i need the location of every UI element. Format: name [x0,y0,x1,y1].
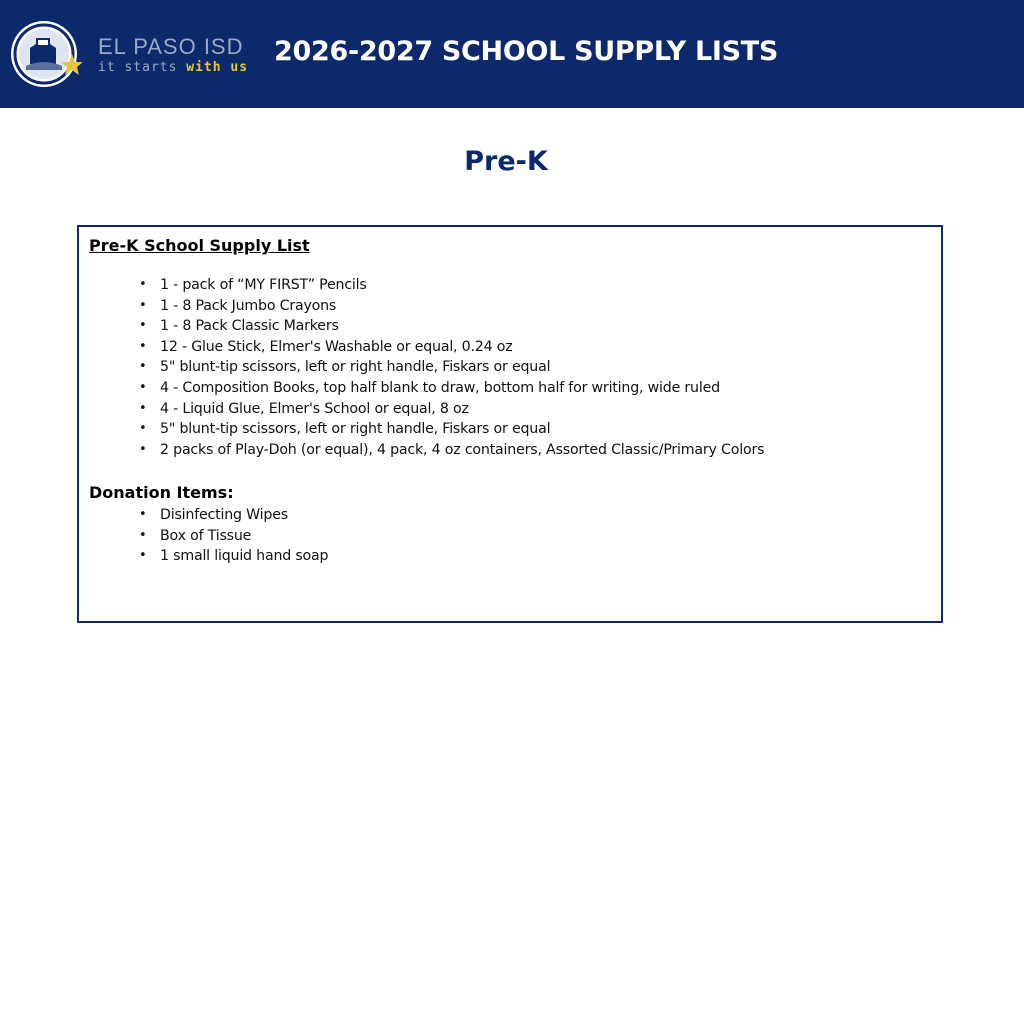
donation-item: • 1 small liquid hand soap [139,546,328,567]
header-banner [0,0,1024,108]
tagline-prefix: it starts [98,60,187,75]
donation-item: • Disinfecting Wipes [139,505,328,526]
page-header-title: 2026-2027 SCHOOL SUPPLY LISTS [274,36,779,67]
tagline-accent: with us [186,60,249,75]
donation-heading: Donation Items: [89,483,234,502]
supply-list [139,275,764,460]
supply-item: • 12 - Glue Stick, Elmer's Washable or equal, 0.24 oz [139,337,764,358]
supply-item: • 1 - 8 Pack Jumbo Crayons [139,296,764,317]
supply-item: • 5" blunt-tip scissors, left or right handle, Fiskars or equal [139,357,764,378]
donation-list [139,505,328,567]
supply-item: • 1 - 8 Pack Classic Markers [139,316,764,337]
district-seal-logo-icon [10,18,82,90]
brand-name: EL PASO ISD [98,34,244,59]
supply-item: • 5" blunt-tip scissors, left or right handle, Fiskars or equal [139,419,764,440]
donation-item: • Box of Tissue [139,526,328,547]
grade-title: Pre-K [464,146,548,177]
supply-item: • 1 - pack of “MY FIRST” Pencils [139,275,764,296]
supply-list-heading: Pre-K School Supply List [89,236,310,255]
supply-item: • 4 - Liquid Glue, Elmer's School or equal, 8 oz [139,399,764,420]
supply-list-box [77,225,943,623]
brand-tagline [98,60,248,75]
supply-item: • 4 - Composition Books, top half blank to draw, bottom half for writing, wide ruled [139,378,764,399]
supply-item: • 2 packs of Play-Doh (or equal), 4 pack, 4 oz containers, Assorted Classic/Primary Colors [139,440,764,461]
